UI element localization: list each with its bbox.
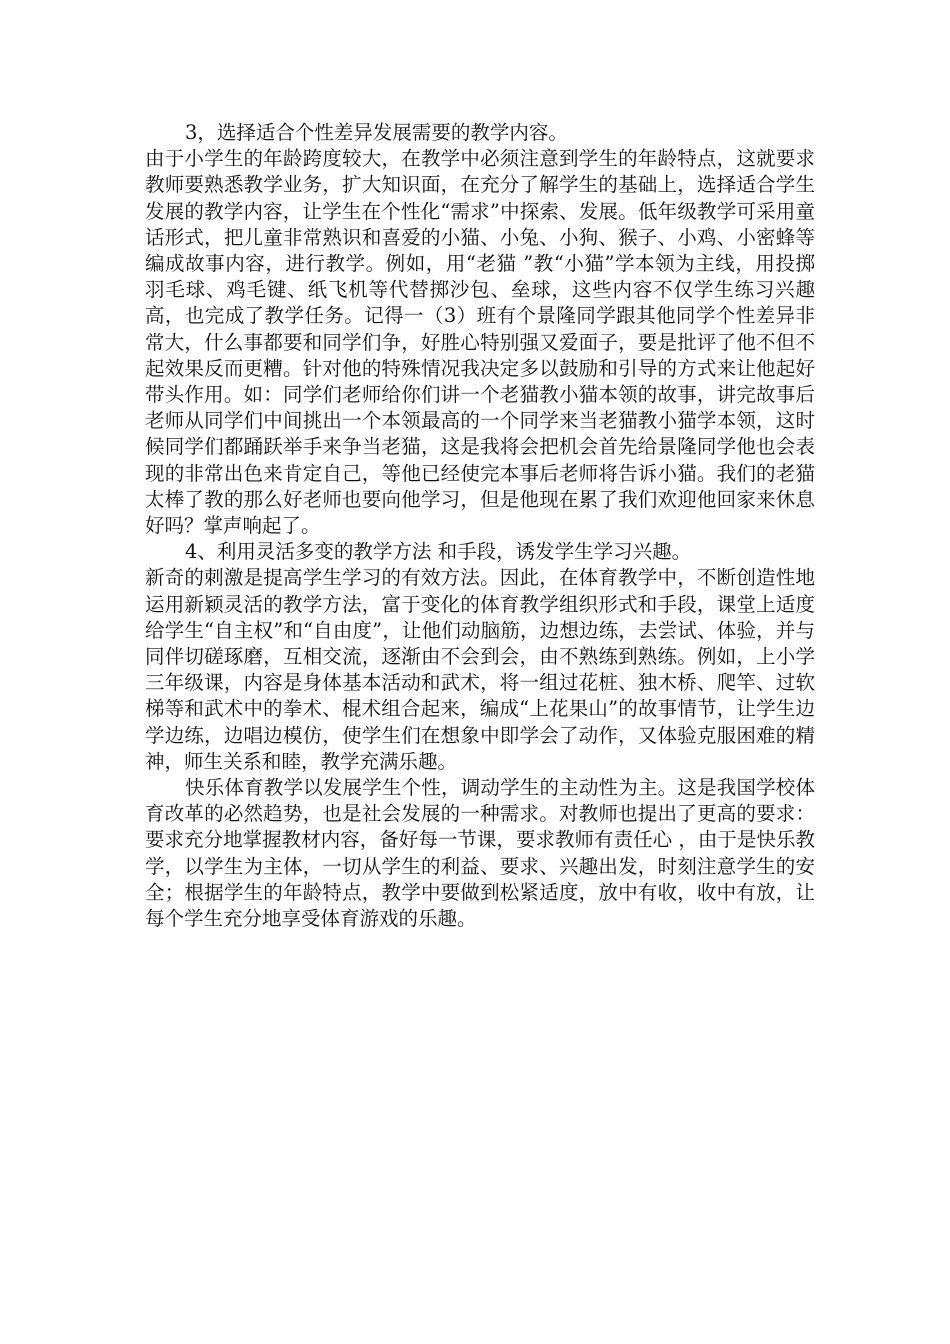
section-4-body: 新奇的刺激是提高学生学习的有效方法。因此，在体育教学中，不断创造性地运用新颖灵活的教学方法，富于变化的体育教学组织形式和手段，课堂上适度 给学生“自主权”和“自由度”，让他们动脑筋，边想边练，去尝试、体验，并与同伴切磋琢磨，互相交流，逐渐由不会到会，由不熟练到熟练。例如，上小学三年级课，内容是身体基本活动和武术，将一组过花桩、独木桥、爬竿、过软梯等和武术中的拳术、棍术组合起来，编成“上花果山”的故事情节，让学生边学边练，边唱边模仿，使学生们在想象中即学会了动作，又体验克服困难的精神，师生关系和睦，教学充满乐趣。 [145, 566, 822, 773]
document-body [145, 120, 822, 932]
section-3-heading: 3，选择适合个性差异发展需要的教学内容。 [185, 121, 568, 144]
section-4-heading: 4、利用灵活多变的教学方法 和手段，诱发学生学习兴趣。 [185, 540, 692, 564]
conclusion-paragraph: 快乐体育教学以发展学生个性，调动学生的主动性为主。这是我国学校体育改革的必然趋势，也是社会发展的一种需求。对教师也提出了更高的要求：要求充分地掌握教材内容，备好每一节课，要求教师有责任心 ，由于是快乐教学，以学生为主体，一切从学生的利益、要求、兴趣出发，时刻注意学生的安全；根据学生的年龄特点，教学中要做到松紧适度，放中有收，收中有放，让每个学生充分地享受体育游戏的乐趣。 [145, 776, 815, 931]
section-3-body: 由于小学生的年龄跨度较大，在教学中必须注意到学生的年龄特点，这就要求教师要熟悉教学业务，扩大知识面，在充分了解学生的基础上，选择适合学生发展的教学内容，让学生在个性化“需求”中探索、发展。低年级教学可采用童话形式，把儿童非常熟识和喜爱的小猫、小兔、小狗、猴子、小鸡、小密蜂等编成故事内容，进行教学。例如，用“老猫 ”教“小猫”学本领为主线，用投掷羽毛球、鸡毛键、纸飞机等代替掷沙包、垒球，这些内容不仅学生练习兴趣高，也完成了教学任务。记得一（3）班有个景隆同学跟其他同学个性差异非常大，什么事都要和同学们争，好胜心特别强又爱面子，要是批评了他不但不起效果反而更糟。针对他的特殊情况我决定多以鼓励和引导的方式来让他起好带头作用。如：同学们老师给你们讲一个老猫教小猫本领的故事，讲完故事后老师从同学们中间挑出一个本领最高的一个同学来当老猫教小猫学本领，这时候同学们都踊跃举手来争当老猫，这是我将会把机会首先给景隆同学他也会表现的非常出色来肯定自己，等他已经使完本事后老师将告诉小猫。我们的老猫太棒了教的那么好老师也要向他学习，但是他现在累了我们欢迎他回家来休息好吗？掌声响起了。 [145, 147, 815, 538]
